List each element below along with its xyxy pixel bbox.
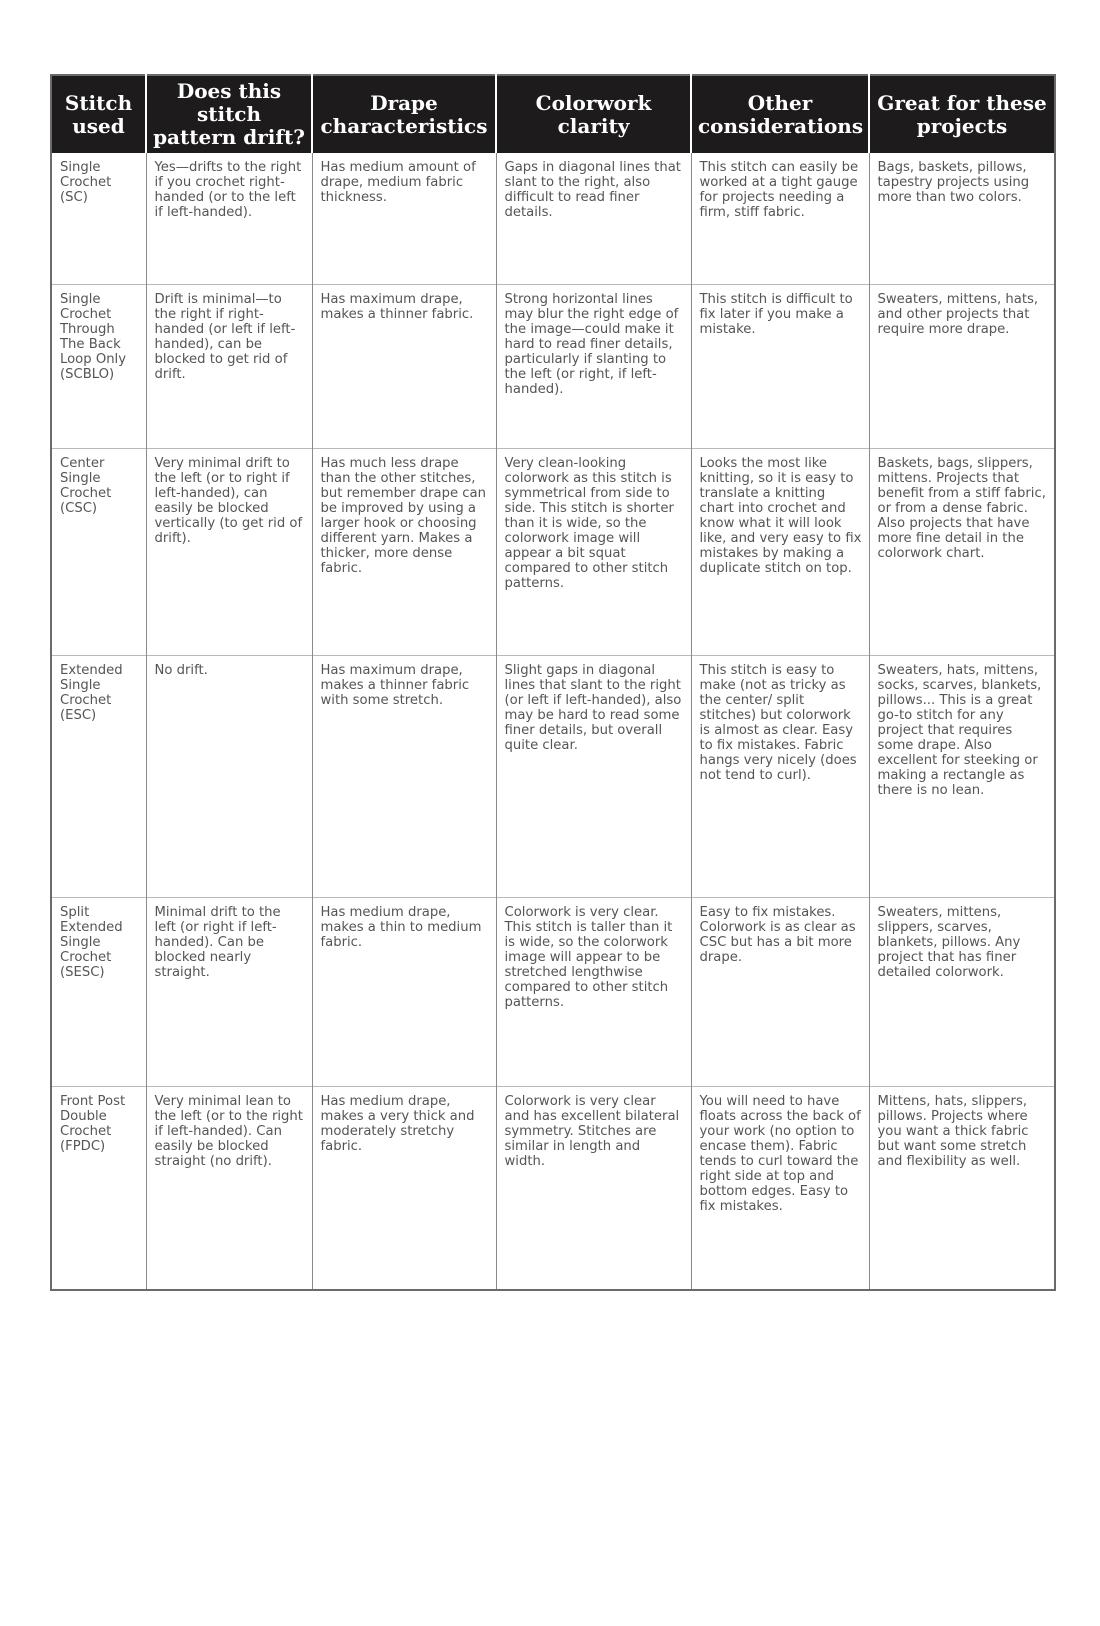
header-other-considerations: Other considerations: [691, 75, 869, 153]
cell-projects: Sweaters, hats, mittens, socks, scarves, blankets, pillows... This is a great go-to stitch for any project that requires some drape. Also excellent for steeking or making a rectangle as there is no lean.: [869, 655, 1055, 897]
cell-colorwork: Slight gaps in diagonal lines that slant to the right (or left if left-handed), also may be hard to read some finer details, but overall quite clear.: [496, 655, 691, 897]
cell-stitch-name: Single Crochet (SC): [60, 160, 112, 205]
table-row: [51, 655, 1055, 897]
cell-drift: Drift is minimal—to the right if right-handed (or left if left-handed), can be blocked to get rid of drift.: [146, 284, 312, 448]
cell-projects: Sweaters, mittens, slippers, scarves, blankets, pillows. Any project that has finer detailed colorwork.: [869, 897, 1055, 1086]
cell-colorwork: Strong horizontal lines may blur the right edge of the image—could make it hard to read finer details, particularly if slanting to the left (or right, if left-handed).: [496, 284, 691, 448]
cell-colorwork: Colorwork is very clear. This stitch is taller than it is wide, so the colorwork image will appear to be stretched lengthwise compared to other stitch patterns.: [496, 897, 691, 1086]
cell-projects: Mittens, hats, slippers, pillows. Projects where you want a thick fabric but want some stretch and flexibility as well.: [869, 1086, 1055, 1290]
table-row: [51, 284, 1055, 448]
cell-considerations: This stitch is difficult to fix later if you make a mistake.: [691, 284, 869, 448]
cell-drape: Has medium drape, makes a thin to medium fabric.: [312, 897, 496, 1086]
cell-drape: Has maximum drape, makes a thinner fabric with some stretch.: [312, 655, 496, 897]
cell-drift: Yes—drifts to the right if you crochet right-handed (or to the left if left-handed).: [146, 153, 312, 284]
cell-drift: Very minimal drift to the left (or to right if left-handed), can easily be blocked vertically (to get rid of drift).: [146, 448, 312, 655]
header-stitch-used: Stitch used: [51, 75, 146, 153]
table-row: [51, 448, 1055, 655]
cell-drape: Has maximum drape, makes a thinner fabric.: [312, 284, 496, 448]
header-great-for-projects: Great for these projects: [869, 75, 1055, 153]
cell-projects: Bags, baskets, pillows, tapestry projects using more than two colors.: [869, 153, 1055, 284]
cell-stitch-name: Front Post Double Crochet (FPDC): [51, 1086, 146, 1290]
cell-colorwork: Very clean-looking colorwork as this stitch is symmetrical from side to side. This stitch is shorter than it is wide, so the colorwork image will appear a bit squat compared to other stitch patterns.: [496, 448, 691, 655]
table-row: [51, 153, 1055, 284]
cell-stitch-name: Single Crochet Through The Back Loop Only (SCBLO): [51, 284, 146, 448]
cell-drift: Minimal drift to the left (or right if left-handed). Can be blocked nearly straight.: [146, 897, 312, 1086]
header-colorwork-clarity: Colorwork clarity: [496, 75, 691, 153]
cell-considerations: This stitch is easy to make (not as tricky as the center/ split stitches) but colorwork is almost as clear. Easy to fix mistakes. Fabric hangs very nicely (does not tend to curl).: [691, 655, 869, 897]
cell-drape: Has medium amount of drape, medium fabric thickness.: [312, 153, 496, 284]
cell-projects: Baskets, bags, slippers, mittens. Projects that benefit from a stiff fabric, or from a dense fabric. Also projects that have more fine detail in the colorwork chart.: [869, 448, 1055, 655]
cell-considerations: Looks the most like knitting, so it is easy to translate a knitting chart into crochet and know what it will look like, and very easy to fix mistakes by making a duplicate stitch on top.: [691, 448, 869, 655]
header-row: [51, 75, 1055, 153]
table-body: [51, 153, 1055, 1290]
table-row: [51, 897, 1055, 1086]
table-header: [51, 75, 1055, 153]
cell-drape: Has much less drape than the other stitches, but remember drape can be improved by using a larger hook or choosing different yarn. Makes a thicker, more dense fabric.: [312, 448, 496, 655]
header-pattern-drift: Does this stitch pattern drift?: [146, 75, 312, 153]
cell-projects: Sweaters, mittens, hats, and other projects that require more drape.: [869, 284, 1055, 448]
stitch-comparison-table: [50, 74, 1056, 1291]
header-drape-characteristics: Drape characteristics: [312, 75, 496, 153]
cell-stitch-name: Center Single Crochet (CSC): [51, 448, 146, 655]
cell-considerations: Easy to fix mistakes. Colorwork is as clear as CSC but has a bit more drape.: [691, 897, 869, 1086]
table-row: [51, 1086, 1055, 1290]
cell-drift: Very minimal lean to the left (or to the right if left-handed). Can easily be blocked straight (no drift).: [146, 1086, 312, 1290]
cell-colorwork: Gaps in diagonal lines that slant to the right, also difficult to read finer details.: [496, 153, 691, 284]
cell-stitch-name: Extended Single Crochet (ESC): [51, 655, 146, 897]
cell-stitch-name: Split Extended Single Crochet (SESC): [51, 897, 146, 1086]
cell-colorwork: Colorwork is very clear and has excellent bilateral symmetry. Stitches are similar in length and width.: [496, 1086, 691, 1290]
cell-considerations: This stitch can easily be worked at a tight gauge for projects needing a firm, stiff fabric.: [691, 153, 869, 284]
cell-drift: No drift.: [146, 655, 312, 897]
cell-considerations: You will need to have floats across the back of your work (no option to encase them). Fabric tends to curl toward the right side at top and bottom edges. Easy to fix mistakes.: [691, 1086, 869, 1290]
cell-drape: Has medium drape, makes a very thick and moderately stretchy fabric.: [312, 1086, 496, 1290]
